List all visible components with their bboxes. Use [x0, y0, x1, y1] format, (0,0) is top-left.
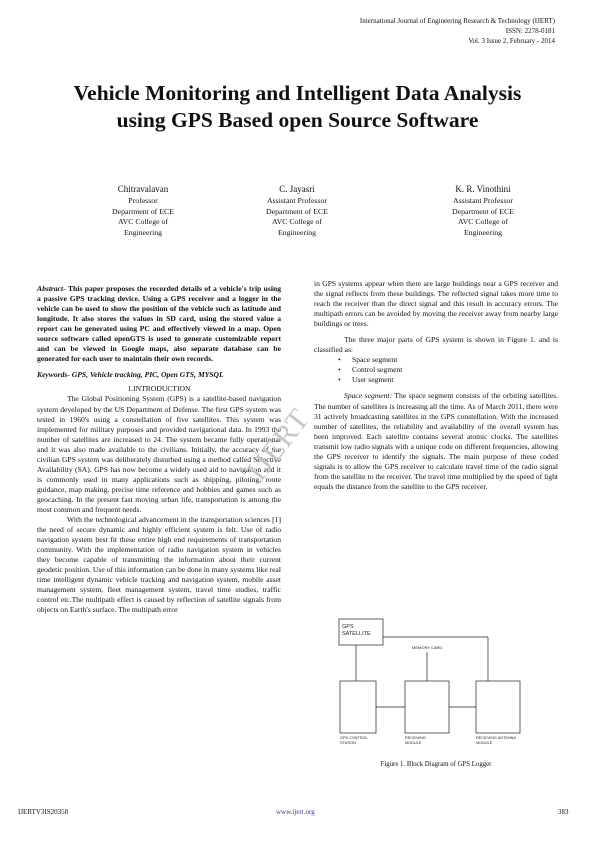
- author-dept: Department of ECE: [266, 206, 328, 216]
- list-item: • Control segment: [352, 365, 558, 375]
- right-column: [314, 279, 558, 492]
- control-station-label: GPS CONTROL: [340, 736, 368, 740]
- paper-id: IJERTV3IS20358: [18, 808, 69, 816]
- gps-label: GPS: [342, 624, 354, 630]
- intro-paragraph-1: The Global Positioning System (GPS) is a satellite-based navigation system developed by the US Department of Defense. The first GPS system was tested in 1960's using a constellation of five satellites. This system was implemented for military purposes and provided navigational data. In 1993 the number of satellites are increased to 24. The system became fully operational and it was also made available to the civilians. Initially, the accuracy of the civilian GPS system was deliberately disturbed using a method called Selective Availability (SA). GPS has now become a widely used aid to navigation and it is commonly used in many applications such as shipping, piloting, route guidance, map making, precise time reference and hobbies and games such as geocaching. In the present fast moving urban life, transportation is among the most common and frequent needs.: [37, 394, 281, 514]
- block-diagram-gps-logger: [336, 615, 566, 755]
- journal-name: International Journal of Engineering Research & Technology (IJERT): [359, 17, 555, 25]
- issn: ISSN: 2278-0181: [505, 27, 555, 35]
- author-name: Chitravalavan: [117, 184, 169, 194]
- website-link[interactable]: www.ijert.org: [276, 808, 315, 816]
- segments-intro-paragraph: The three major parts of GPS system is shown in Figure 1. and is classified as:: [314, 335, 558, 355]
- keywords: Keywords- GPS, Vehicle tracking, PIC, Open GTS, MYSQL: [37, 370, 224, 380]
- author-inst: Engineering: [277, 227, 317, 237]
- receiving-module-box: [405, 681, 449, 733]
- section-heading-introduction: 1.INTRODUCTION: [127, 384, 191, 394]
- author-dept: Department of ECE: [452, 206, 514, 216]
- intro-paragraph-2: With the technological advancement in the transportation sciences [1] the need of secure dynamic and highly efficient system is felt. Use of radio navigation system best fit these entire high end requirements of transportation community. With the implementation of radio navigation system in vehicles they become capable of transmitting the information about their current geodetic position. Use of this information can be done in many systems like real time intelligent dynamic vehicle tracking and navigation system, mobile asset management system, fleet management system, travel time studies, traffic control etc.The multipath effect is caused by reflection of satellite signals from objects on Earth's surface. The multipath error: [37, 515, 281, 615]
- ijert-watermark: IJERT: [240, 402, 317, 487]
- author-inst: Engineering: [463, 227, 503, 237]
- author-role: Assistant Professor: [267, 196, 327, 205]
- control-station-label: STATION: [340, 741, 356, 745]
- author-inst: AVC College of: [457, 217, 509, 226]
- gps-control-station-box: [340, 681, 376, 733]
- list-item: • Space segment: [352, 355, 558, 365]
- receiving-module-label: RECEIVING: [405, 736, 426, 740]
- author-inst: AVC College of: [117, 217, 169, 226]
- paper-title: [0, 80, 595, 134]
- author-3: [408, 183, 558, 238]
- abstract-text: This paper proposes the recorded details of a vehicle's trip using a passive GPS tracking device. Using a GPS receiver and a logger in the vehicle can be used to show the position of the vehicle such as latitude and longitude. It also stores the values in SD card, using the stored value a report can be generated using PC and effectively viewed in a map. Open source software called openGTS is used to generate customizable report and can be viewed in Google maps, also separate database can be generated for each user to maintain their own records.: [37, 284, 281, 364]
- author-dept: Department of ECE: [112, 206, 174, 216]
- volume-issue: Vol. 3 Issue 2, February - 2014: [468, 37, 555, 45]
- antenna-module-label: MODULE: [476, 741, 493, 745]
- receiving-module-label: MODULE: [405, 741, 422, 745]
- figure-caption: Figure 1. Block Diagram of GPS Logger: [380, 761, 492, 768]
- multipath-paragraph: in GPS systems appear when there are large buildings near a GPS receiver and the signal reflects from these buildings. The reflected signal takes more time to reach the receiver than the direct signal and this result in accuracy errors. The multipath errors can be avoided by moving the receiver away from nearby large buildings or trees.: [314, 279, 558, 329]
- author-2: [222, 183, 372, 238]
- list-item: • User segment: [352, 375, 558, 385]
- author-name: C. Jayasri: [279, 184, 315, 194]
- title-line-2: using GPS Based open Source Software: [116, 108, 479, 132]
- abstract: [37, 284, 281, 364]
- space-segment-text: The space segment consists of the orbiting satellites. The number of satellites is increasing all the time. As of March 2011, there were 31 actively broadcasting satellites in the GPS constellation. With the increased number of satellites, the reliability and availability of the overall system has been improved. Each satellite contains several atomic clocks. The satellites transmit low radio signals with a unique code on different frequencies, allowing the GPS receiver to identify the signals. The main purpose of these coded signals is to allow the GPS receiver to calculate travel time of the radio signal from the satellite to the receiver. The travel time multiplied by the speed of light equals the distance from the satellite to the GPS receiver.: [314, 391, 558, 491]
- author-role: Assistant Professor: [453, 196, 513, 205]
- memory-card-label: MEMORY CARD: [412, 645, 443, 650]
- abstract-label: Abstract-: [37, 284, 66, 293]
- space-segment-label: Space segment:: [344, 391, 393, 401]
- left-column: [37, 284, 281, 616]
- space-segment-paragraph: [314, 391, 558, 491]
- antenna-module-label: RECEIVING ANTENNA: [476, 736, 516, 740]
- author-role: Professor: [128, 196, 158, 205]
- author-1: [68, 183, 218, 238]
- segment-list: [314, 355, 558, 385]
- journal-header: [360, 16, 555, 46]
- author-inst: AVC College of: [271, 217, 323, 226]
- title-line-1: Vehicle Monitoring and Intelligent Data Analysis: [73, 81, 522, 105]
- page-number: 383: [558, 808, 569, 816]
- author-inst: Engineering: [123, 227, 163, 237]
- author-name: K. R. Vinothini: [455, 184, 511, 194]
- satellite-label: SATELLITE: [342, 631, 371, 637]
- receiving-antenna-module-box: [476, 681, 520, 733]
